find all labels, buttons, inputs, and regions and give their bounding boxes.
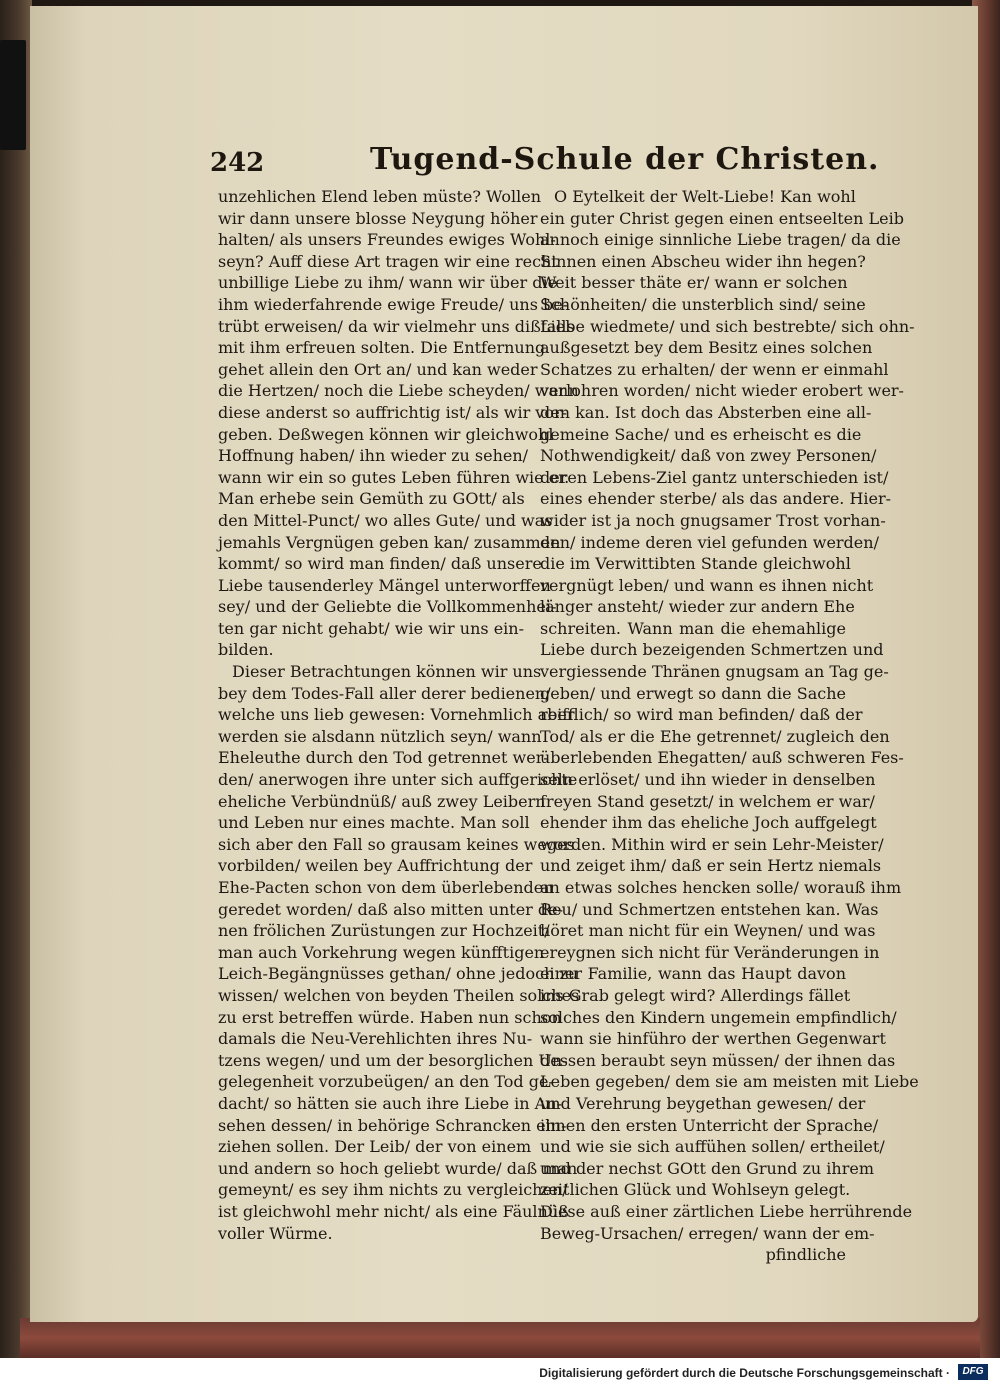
text-line: vergnügt leben/ und wann es ihnen nicht [540,575,874,595]
text-line: ins Grab gelegt wird? Allerdings fället [540,985,851,1005]
text-line: worden. Mithin wird er sein Lehr-Meister/ [540,834,884,854]
text-line: dacht/ so hätten sie auch ihre Liebe in An- [218,1093,562,1113]
text-line: gehet allein den Ort an/ und kan weder [218,359,538,379]
text-line: Leben gegeben/ dem sie am meisten mit Liebe [540,1072,919,1092]
page-clip [0,40,26,150]
text-line: schreiten. Wann man die ehemahlige [540,618,846,638]
text-line: ist gleichwohl mehr nicht/ als eine Fäulnüß [218,1201,569,1221]
text-line: ihnen den ersten Unterricht der Sprache/ [540,1115,879,1135]
text-line: diese anderst so auffrichtig ist/ als wir vor- [218,402,568,422]
text-line: höret man nicht für ein Weynen/ und was [540,921,876,941]
text-line: solches den Kindern ungemein empfindlich/ [540,1007,897,1027]
text-line: man auch Vorkehrung wegen künfftigen [218,942,545,962]
text-line: sich aber den Fall so grausam keines weges [218,834,575,854]
text-line: ein guter Christ gegen einen entseelten Leib [540,208,904,228]
dfg-logo: DFG [958,1364,988,1380]
text-line: Beweg-Ursachen/ erregen/ wann der em- [540,1223,875,1243]
text-line: geben. Deßwegen können wir gleichwohl [218,424,554,444]
text-line: und der nechst GOtt den Grund zu ihrem [540,1158,874,1178]
text-line: damals die Neu-Verehlichten ihres Nu- [218,1029,533,1049]
text-line: und wie sie sich auffühen sollen/ ertheilet/ [540,1137,885,1157]
text-line: zu erst betreffen würde. Haben nun schon [218,1007,562,1027]
text-line: Weit besser thäte er/ wann er solchen [540,273,848,293]
text-column-right [540,186,919,1266]
text-line: deren Lebens-Ziel gantz unterschieden ist/ [540,467,889,487]
text-line: bey dem Todes-Fall aller derer bedienen/ [218,683,551,703]
text-line: eines ehender sterbe/ als das andere. Hier- [540,489,892,509]
text-line: geredet worden/ daß also mitten unter de- [218,899,564,919]
text-line: Ehe-Pacten schon von dem überlebenden [218,878,554,897]
text-line: dessen beraubt seyn müssen/ der ihnen das [540,1050,896,1070]
text-line: eheliche Verbündnüß/ auß zwey Leibern [218,791,546,811]
text-line: geben/ und erwegt so dann die Sache [540,683,846,703]
text-line: und Verehrung beygethan gewesen/ der [540,1093,866,1113]
text-line: wann wir ein so gutes Leben führen wie er. [218,467,570,487]
text-line: O Eytelkeit der Welt-Liebe! Kan wohl [554,187,856,206]
text-line: seyn? Auff diese Art tragen wir eine recht [218,251,558,271]
text-line: die im Verwittibten Stande gleichwohl [540,554,851,574]
text-line: verlohren worden/ nicht wieder erobert wer- [540,381,904,401]
footer-bar [0,1358,1000,1388]
text-line: ihm wiederfahrende ewige Freude/ uns be- [218,294,569,314]
text-line: jemahls Vergnügen geben kan/ zusammen [218,532,561,552]
text-line: bilden. [218,640,274,660]
text-line: ten gar nicht gehabt/ wie wir uns ein- [218,618,524,638]
text-line: Reu/ und Schmertzen entstehen kan. Was [540,899,879,919]
text-line: Man erhebe sein Gemüth zu GOtt/ als [218,489,525,509]
funding-notice: Digitalisierung gefördert durch die Deutsche Forschungsgemeinschaft · [539,1366,950,1380]
text-line: den/ anerwogen ihre unter sich auffgerichte [218,770,578,790]
book-cover-bottom [20,1318,980,1358]
text-line: Liebe wiedmete/ und sich bestrebte/ sich ohn- [540,316,915,336]
text-line: seln erlöset/ und ihn wieder in denselben [540,770,876,790]
text-line: gelegenheit vorzubeügen/ an den Tod ge- [218,1072,554,1092]
text-line: ziehen sollen. Der Leib/ der von einem [218,1137,532,1157]
text-line: unzehlichen Elend leben müste? Wollen [218,187,542,206]
text-line: Liebe tausenderley Mängel unterworffen [218,575,551,595]
page-header [210,142,880,182]
text-line: ehender ihm das eheliche Joch auffgelegt [540,813,877,833]
text-line: vorbilden/ weilen bey Auffrichtung der [218,856,533,876]
text-line: und zeiget ihm/ daß er sein Hertz niemals [540,856,882,876]
text-line: den/ indeme deren viel gefunden werden/ [540,532,879,552]
text-line: Dieser Betrachtungen können wir uns [232,662,542,682]
text-line: Hoffnung haben/ ihn wieder zu sehen/ [218,446,529,466]
text-line: länger ansteht/ wieder zur andern Ehe [540,597,855,617]
text-line: außgesetzt bey dem Besitz eines solchen [540,338,873,358]
text-line: zeitlichen Glück und Wohlseyn gelegt. [540,1180,851,1200]
text-line: mit ihm erfreuen solten. Die Entfernung [218,338,546,358]
text-line: Liebe durch bezeigenden Schmertzen und [540,640,884,660]
text-line: reifflich/ so wird man befinden/ daß der [540,705,863,725]
text-line: Tod/ als er die Ehe getrennet/ zugleich den [540,726,890,746]
text-line: tzens wegen/ und um der besorglichen Un- [218,1050,568,1070]
text-line: Eheleuthe durch den Tod getrennet wer- [218,748,549,768]
text-line: wissen/ welchen von beyden Theilen solches [218,985,580,1005]
text-line: freyen Stand gesetzt/ in welchem er war/ [540,791,875,811]
text-line: sey/ und der Geliebte die Vollkommenhei- [218,597,557,617]
text-line: die Hertzen/ noch die Liebe scheyden/ wann [218,381,579,401]
text-column-left [218,186,580,1244]
text-line: sehen dessen/ in behörige Schrancken ein- [218,1115,567,1135]
text-line: und Leben nur eines machte. Man soll [218,813,530,833]
text-line: Schatzes zu erhalten/ der wenn er einmahl [540,359,889,379]
text-line: halten/ als unsers Freundes ewiges Wohl- [218,230,556,250]
book-spine [0,0,32,1358]
text-line: an etwas solches hencken solle/ worauß ihm [540,878,902,897]
text-line: gemeine Sache/ und es erheischt es die [540,424,862,444]
text-line: den kan. Ist doch das Absterben eine all- [540,402,872,422]
text-line: wider ist ja noch gnugsamer Trost vorhan- [540,510,886,530]
text-line: den Mittel-Punct/ wo alles Gute/ und was [218,510,553,530]
catchword: pfindliche [765,1245,846,1265]
text-line: voller Würme. [218,1223,333,1243]
text-line: Diese auß einer zärtlichen Liebe herrührende [540,1201,913,1221]
text-line: und andern so hoch geliebt wurde/ daß man [218,1158,578,1178]
text-line: gemeynt/ es sey ihm nichts zu vergleichen/ [218,1180,568,1200]
text-line: wir dann unsere blosse Neygung höher [218,208,538,228]
text-line: Sinnen einen Abscheu wider ihn hegen? [540,251,866,271]
text-line: wann sie hinführo der werthen Gegenwart [540,1029,886,1049]
page-number: 242 [210,148,265,178]
text-line: vergiessende Thränen gnugsam an Tag ge- [540,662,889,682]
text-line: welche uns lieb gewesen: Vornehmlich aber [218,705,575,725]
text-line: Nothwendigkeit/ daß von zwey Personen/ [540,446,877,466]
text-line: unbillige Liebe zu ihm/ wann wir über die [218,273,558,293]
text-line: einer Familie, wann das Haupt davon [540,964,846,984]
text-line: nen frölichen Zurüstungen zur Hochzeit/ [218,921,550,941]
text-line: trübt erweisen/ da wir vielmehr uns dißfalls [218,316,575,336]
text-line: annoch einige sinnliche Liebe tragen/ da die [540,230,901,250]
text-line: Schönheiten/ die unsterblich sind/ seine [540,294,866,314]
text-line: ereygnen sich nicht für Veränderungen in [540,942,880,962]
text-line: überlebenden Ehegatten/ auß schweren Fes- [540,748,904,768]
running-title: Tugend-Schule der Christen. [370,142,880,177]
text-line: werden sie alsdann nützlich seyn/ wann [218,726,542,746]
text-line: Leich-Begängnüsses gethan/ ohne jedoch zu [218,964,579,984]
text-line: kommt/ so wird man finden/ daß unsere [218,554,542,574]
